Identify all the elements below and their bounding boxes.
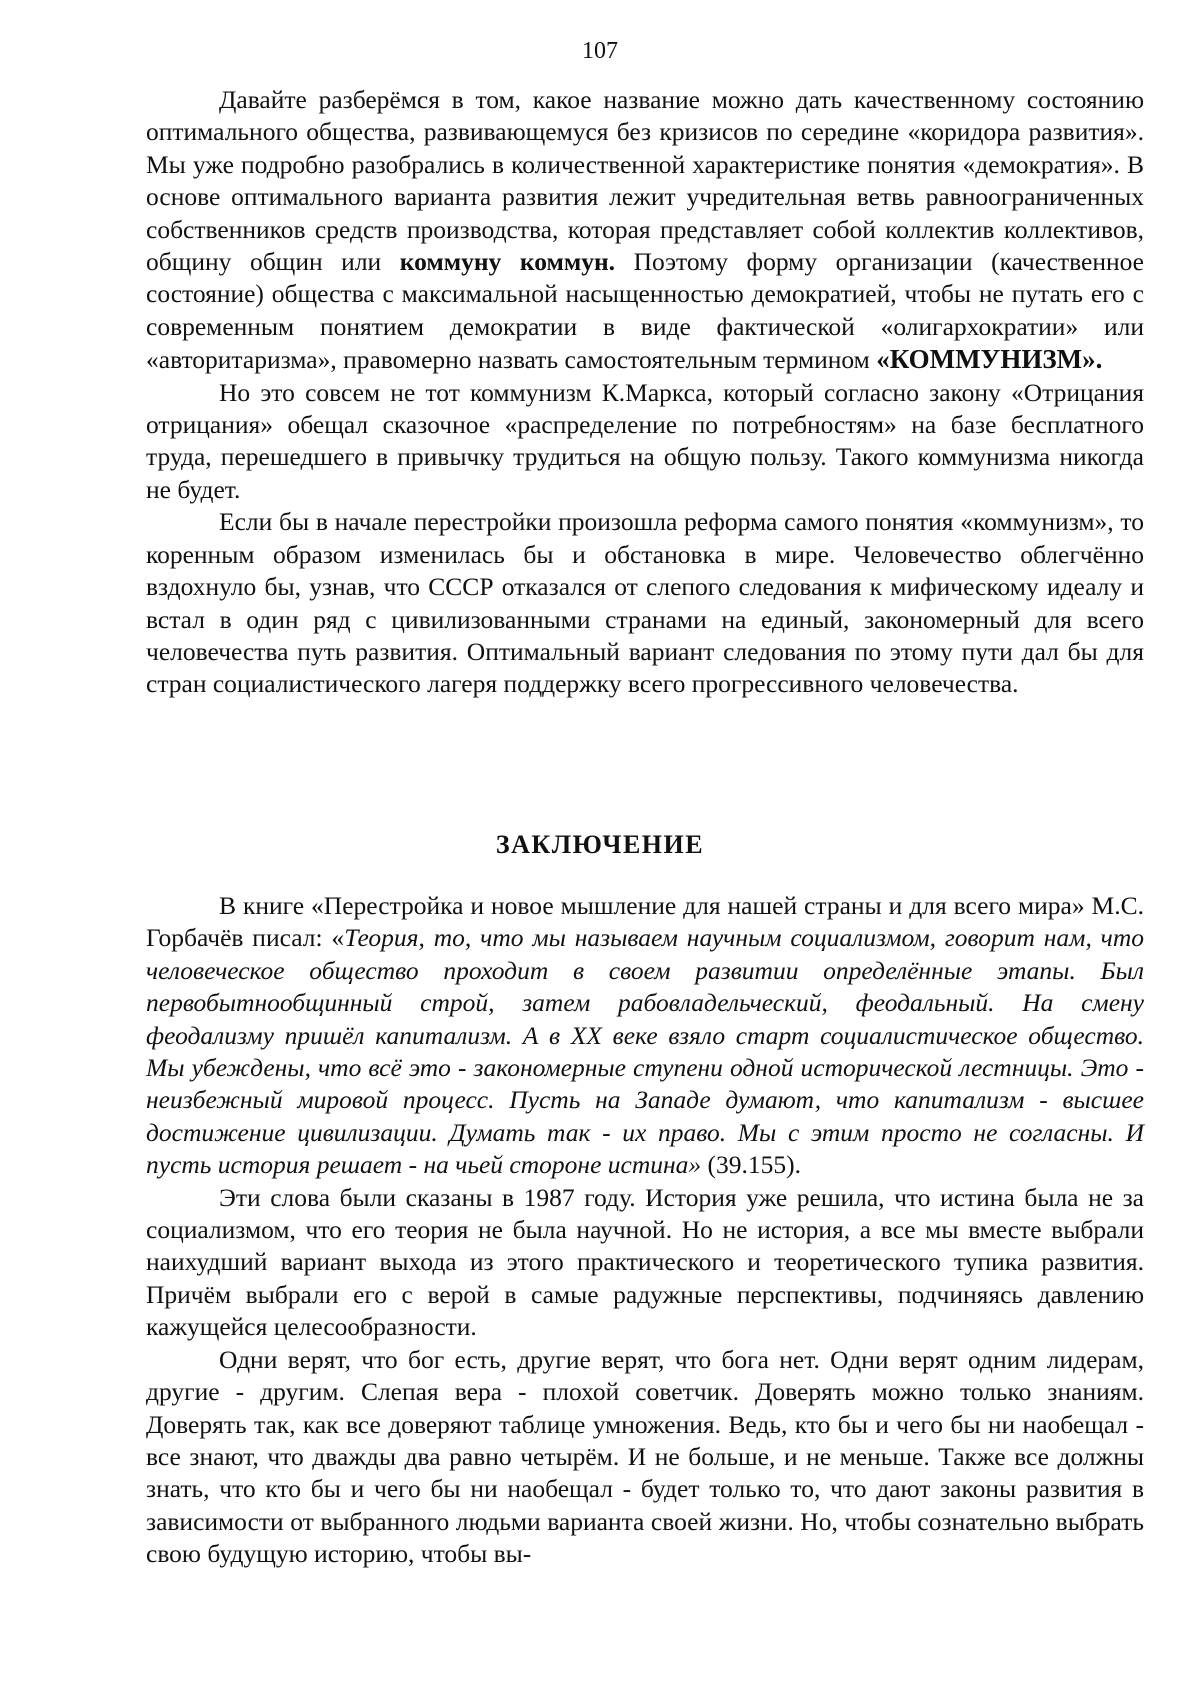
paragraph: Но это совсем не тот коммунизм К.Маркса, который согласно закону «Отрицания отрицания» обещал сказочное «распределение по потребностям» на базе бесплатного труда, перешедшего в привычку трудиться на общую пользу. Такого коммунизма никогда не будет. [146,377,1144,504]
section-heading: ЗАКЛЮЧЕНИЕ [495,830,705,859]
paragraph-text: Давайте разберёмся в том, какое название можно дать качественному состоянию оптимального общества, развивающемуся без кризисов по середине «коридора развития». Мы уже подробно разобрались в количественной характеристике понятия «демократия». В основе оптимального варианта развития лежит учредительная ветвь равноограниченных собственников средств производства, которая представляет собой коллектив коллективов, общину общин или [146,85,1144,277]
paragraph [146,890,1144,1182]
paragraph: Эти слова были сказаны в 1987 году. История уже решила, что истина была не за социализмом, что его теория не была научной. Но не история, а все мы вместе выбрали наихудший вариант выхода из этого практического и теоретического тупика развития. Причём выбрали его с верой в самые радужные перспективы, подчиняясь давлению кажущейся целесообразности. [146,1182,1144,1342]
italic-quote: Теория, то, что мы называем научным социализмом, говорит нам, что человеческое общество проходит в своем развитии определённые этапы. Был первобытнообщинный строй, затем рабовладельческий, феодальный. На смену феодализму пришёл капитализм. А в XX веке взяло старт социалистическое общество. Мы убеждены, что всё это - закономерные ступени одной исторической лестницы. Это - неизбежный мировой процесс. Пусть на Западе думают, что капитализм - высшее достижение цивилизации. Думать так - их право. Мы с этим просто не согласны. И пусть история решает - на чьей стороне истина» [146,923,1144,1180]
section-body-1 [146,84,1144,701]
bold-phrase: коммуну коммун. [399,247,616,277]
paragraph-text: В книге «Перестройка и новое мышление для нашей страны и для всего мира» М.С. Горбачёв писал: « [146,891,1144,953]
paragraph: Одни верят, что бог есть, другие верят, что бога нет. Одни верят одним лидерам, другие - другим. Слепая вера - плохой советчик. Доверять можно только знаниям. Доверять так, как все доверяют таблице умножения. Ведь, кто бы и чего бы ни наобещал - все знают, что дважды два равно четырём. И не больше, и не меньше. Также все должны знать, что кто бы и чего бы ни наобещал - будет только то, что дают законы развития в зависимости от выбранного людьми варианта своей жизни. Но, чтобы сознательно выбрать свою будущую историю, чтобы вы- [146,1344,1144,1569]
page-number: 107 [582,38,618,64]
bold-term: «КОММУНИЗМ». [876,344,1103,375]
paragraph-text: Поэтому форму организации (качественное состояние) общества с максимальной насыщенностью демократией, чтобы не путать его с современным понятием демократии в виде фактической «олигархократии» или «авторитаризма», правомерно назвать самостоятельным термином [146,247,1144,375]
section-body-2 [146,890,1144,1571]
paragraph: Если бы в начале перестройки произошла реформа самого понятия «коммунизм», то коренным образом изменилась бы и обстановка в мире. Человечество облегчённо вздохнуло бы, узнав, что СССР отказался от слепого следования к мифическому идеалу и встал в один ряд с цивилизованными странами на единый, закономерный для всего человечества путь развития. Оптимальный вариант следования по этому пути дал бы для стран социалистического лагеря поддержку всего прогрессивного человечества. [146,507,1144,699]
citation: (39.155). [701,1150,802,1180]
paragraph [146,84,1144,377]
